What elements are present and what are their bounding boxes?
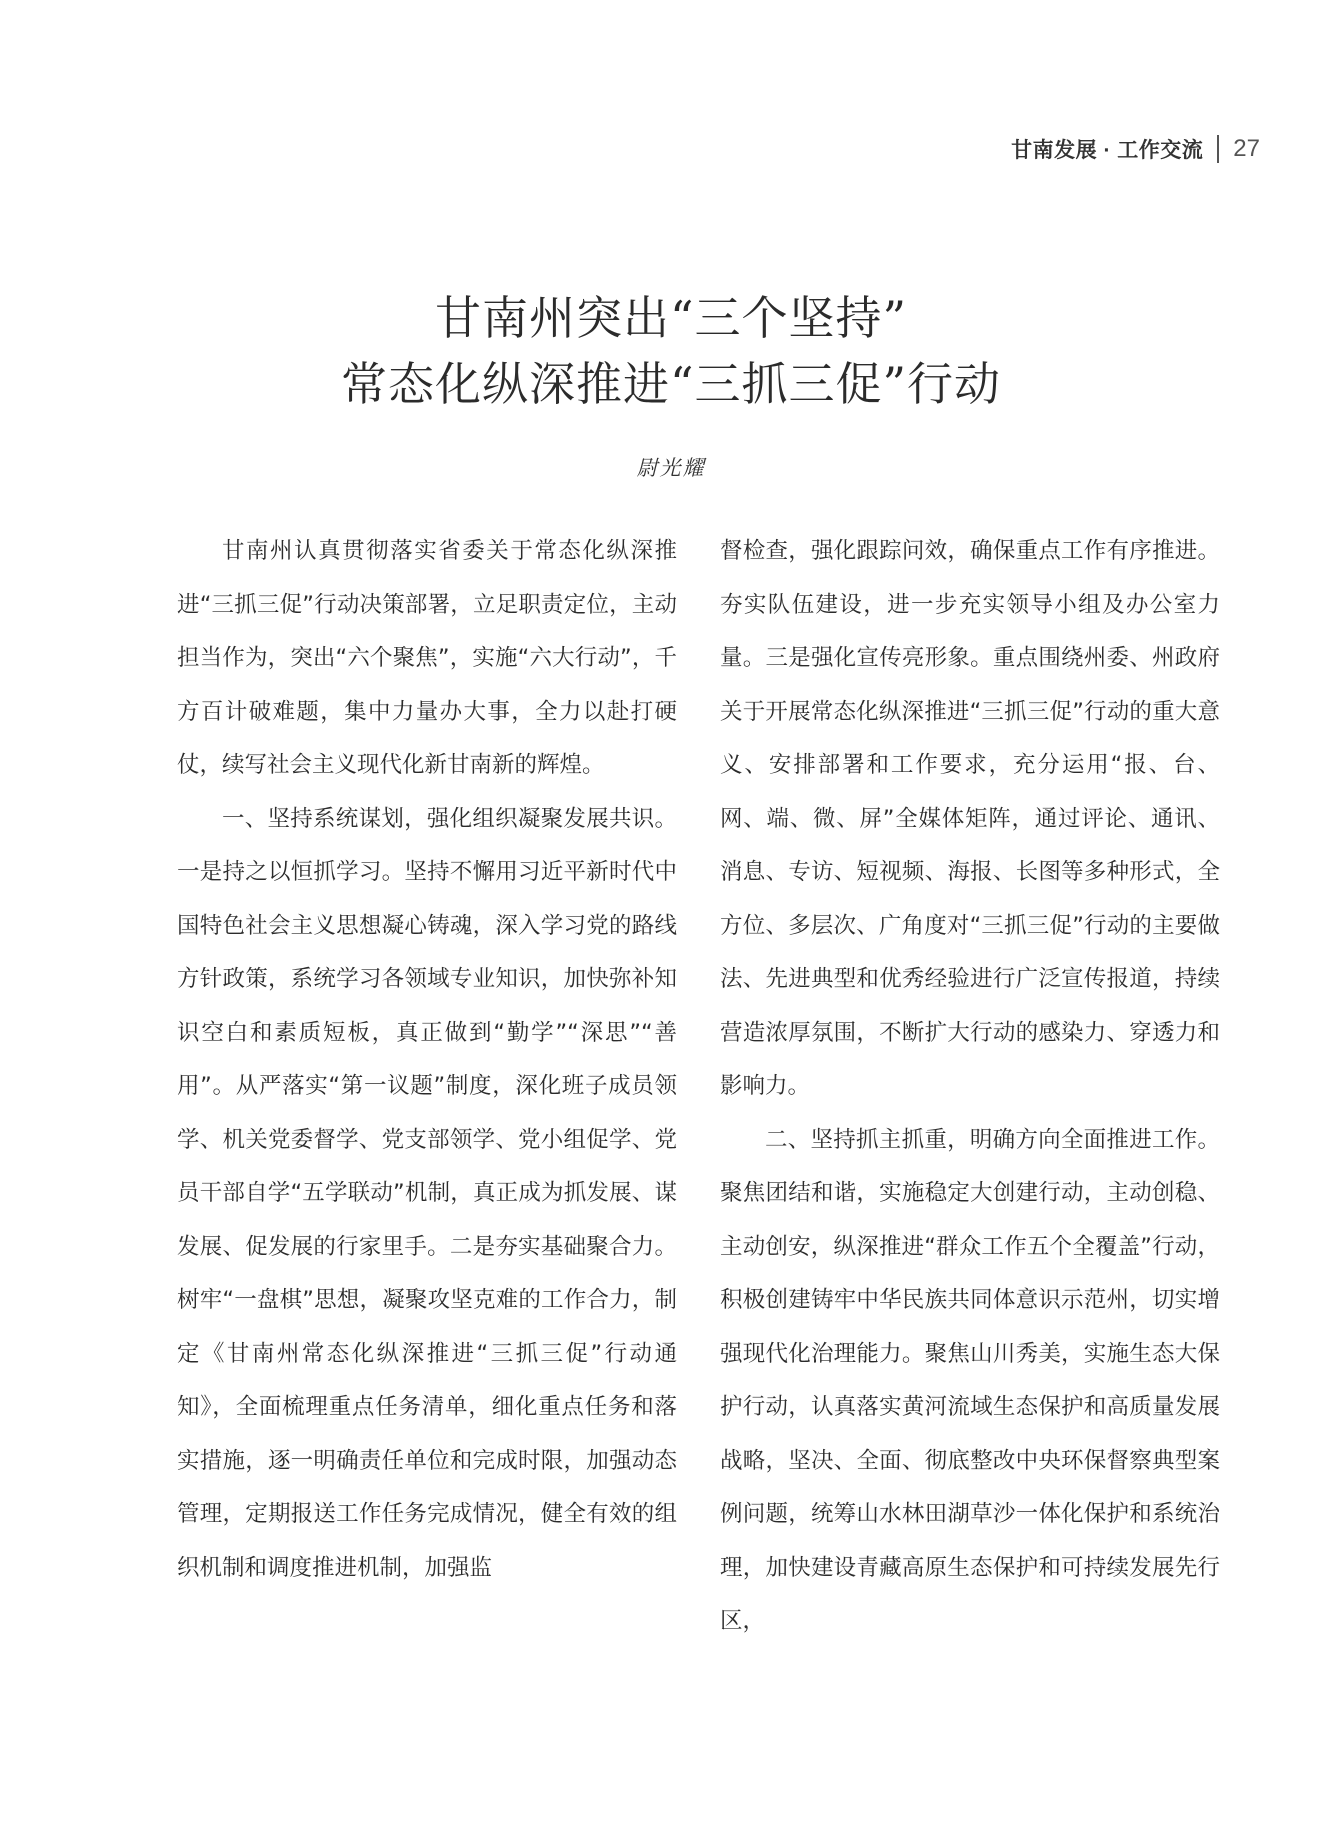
paragraph: 二、坚持抓主抓重，明确方向全面推进工作。聚焦团结和谐，实施稳定大创建行动，主动创稳、主动创安，纵深推进“群众工作五个全覆盖”行动，积极创建铸牢中华民族共同体意识示范州，切实增强现代化治理能力。聚焦山川秀美，实施生态大保护行动，认真落实黄河流域生态保护和高质量发展战略，坚决、全面、彻底整改中央环保督察典型案例问题，统筹山水林田湖草沙一体化保护和系统治理，加快建设青藏高原生态保护和可持续发展先行区， [720,1126,1220,1634]
paragraph: 督检查，强化跟踪问效，确保重点工作有序推进。夯实队伍建设，进一步充实领导小组及办公室力量。三是强化宣传亮形象。重点围绕州委、州政府关于开展常态化纵深推进“三抓三促”行动的重大意义、安排部署和工作要求，充分运用“报、台、网、端、微、屏”全媒体矩阵，通过评论、通讯、消息、专访、短视频、海报、长图等多种形式，全方位、多层次、广角度对“三抓三促”行动的主要做法、先进典型和优秀经验进行广泛宣传报道，持续营造浓厚氛围，不断扩大行动的感染力、穿透力和影响力。 [720,538,1220,1099]
article-title-line-1: 甘南州突出“三个坚持” [434,291,908,345]
page-number: 27 [1233,135,1260,162]
header-divider [1217,135,1219,163]
paragraph: 一、坚持系统谋划，强化组织凝聚发展共识。一是持之以恒抓学习。坚持不懈用习近平新时代中国特色社会主义思想凝心铸魂，深入学习党的路线方针政策，系统学习各领域专业知识，加快弥补知识空白和素质短板，真正做到“勤学”“深思”“善用”。从严落实“第一议题”制度，深化班子成员领学、机关党委督学、党支部领学、党小组促学、党员干部自学“五学联动”机制，真正成为抓发展、谋发展、促发展的行家里手。二是夯实基础聚合力。树牢“一盘棋”思想，凝聚攻坚克难的工作合力，制定《甘南州常态化纵深推进“三抓三促”行动通知》，全面梳理重点任务清单，细化重点任务和落实措施，逐一明确责任单位和完成时限，加强动态管理，定期报送工作任务完成情况，健全有效的组织机制和调度推进机制，加强监 [177,805,677,1581]
section-title: 甘南发展 · 工作交流 [1011,139,1204,162]
article-title [0,285,1342,417]
left-column [177,525,677,1595]
article-author: 尉光耀 [636,456,706,480]
running-header [1011,132,1260,166]
right-column [720,525,1220,1649]
paragraph: 甘南州认真贯彻落实省委关于常态化纵深推进“三抓三促”行动决策部署，立足职责定位，主动担当作为，突出“六个聚焦”，实施“六大行动”，千方百计破难题，集中力量办大事，全力以赴打硬仗，续写社会主义现代化新甘南新的辉煌。 [177,538,677,778]
article-title-line-2: 常态化纵深推进“三抓三促”行动 [340,357,1002,411]
